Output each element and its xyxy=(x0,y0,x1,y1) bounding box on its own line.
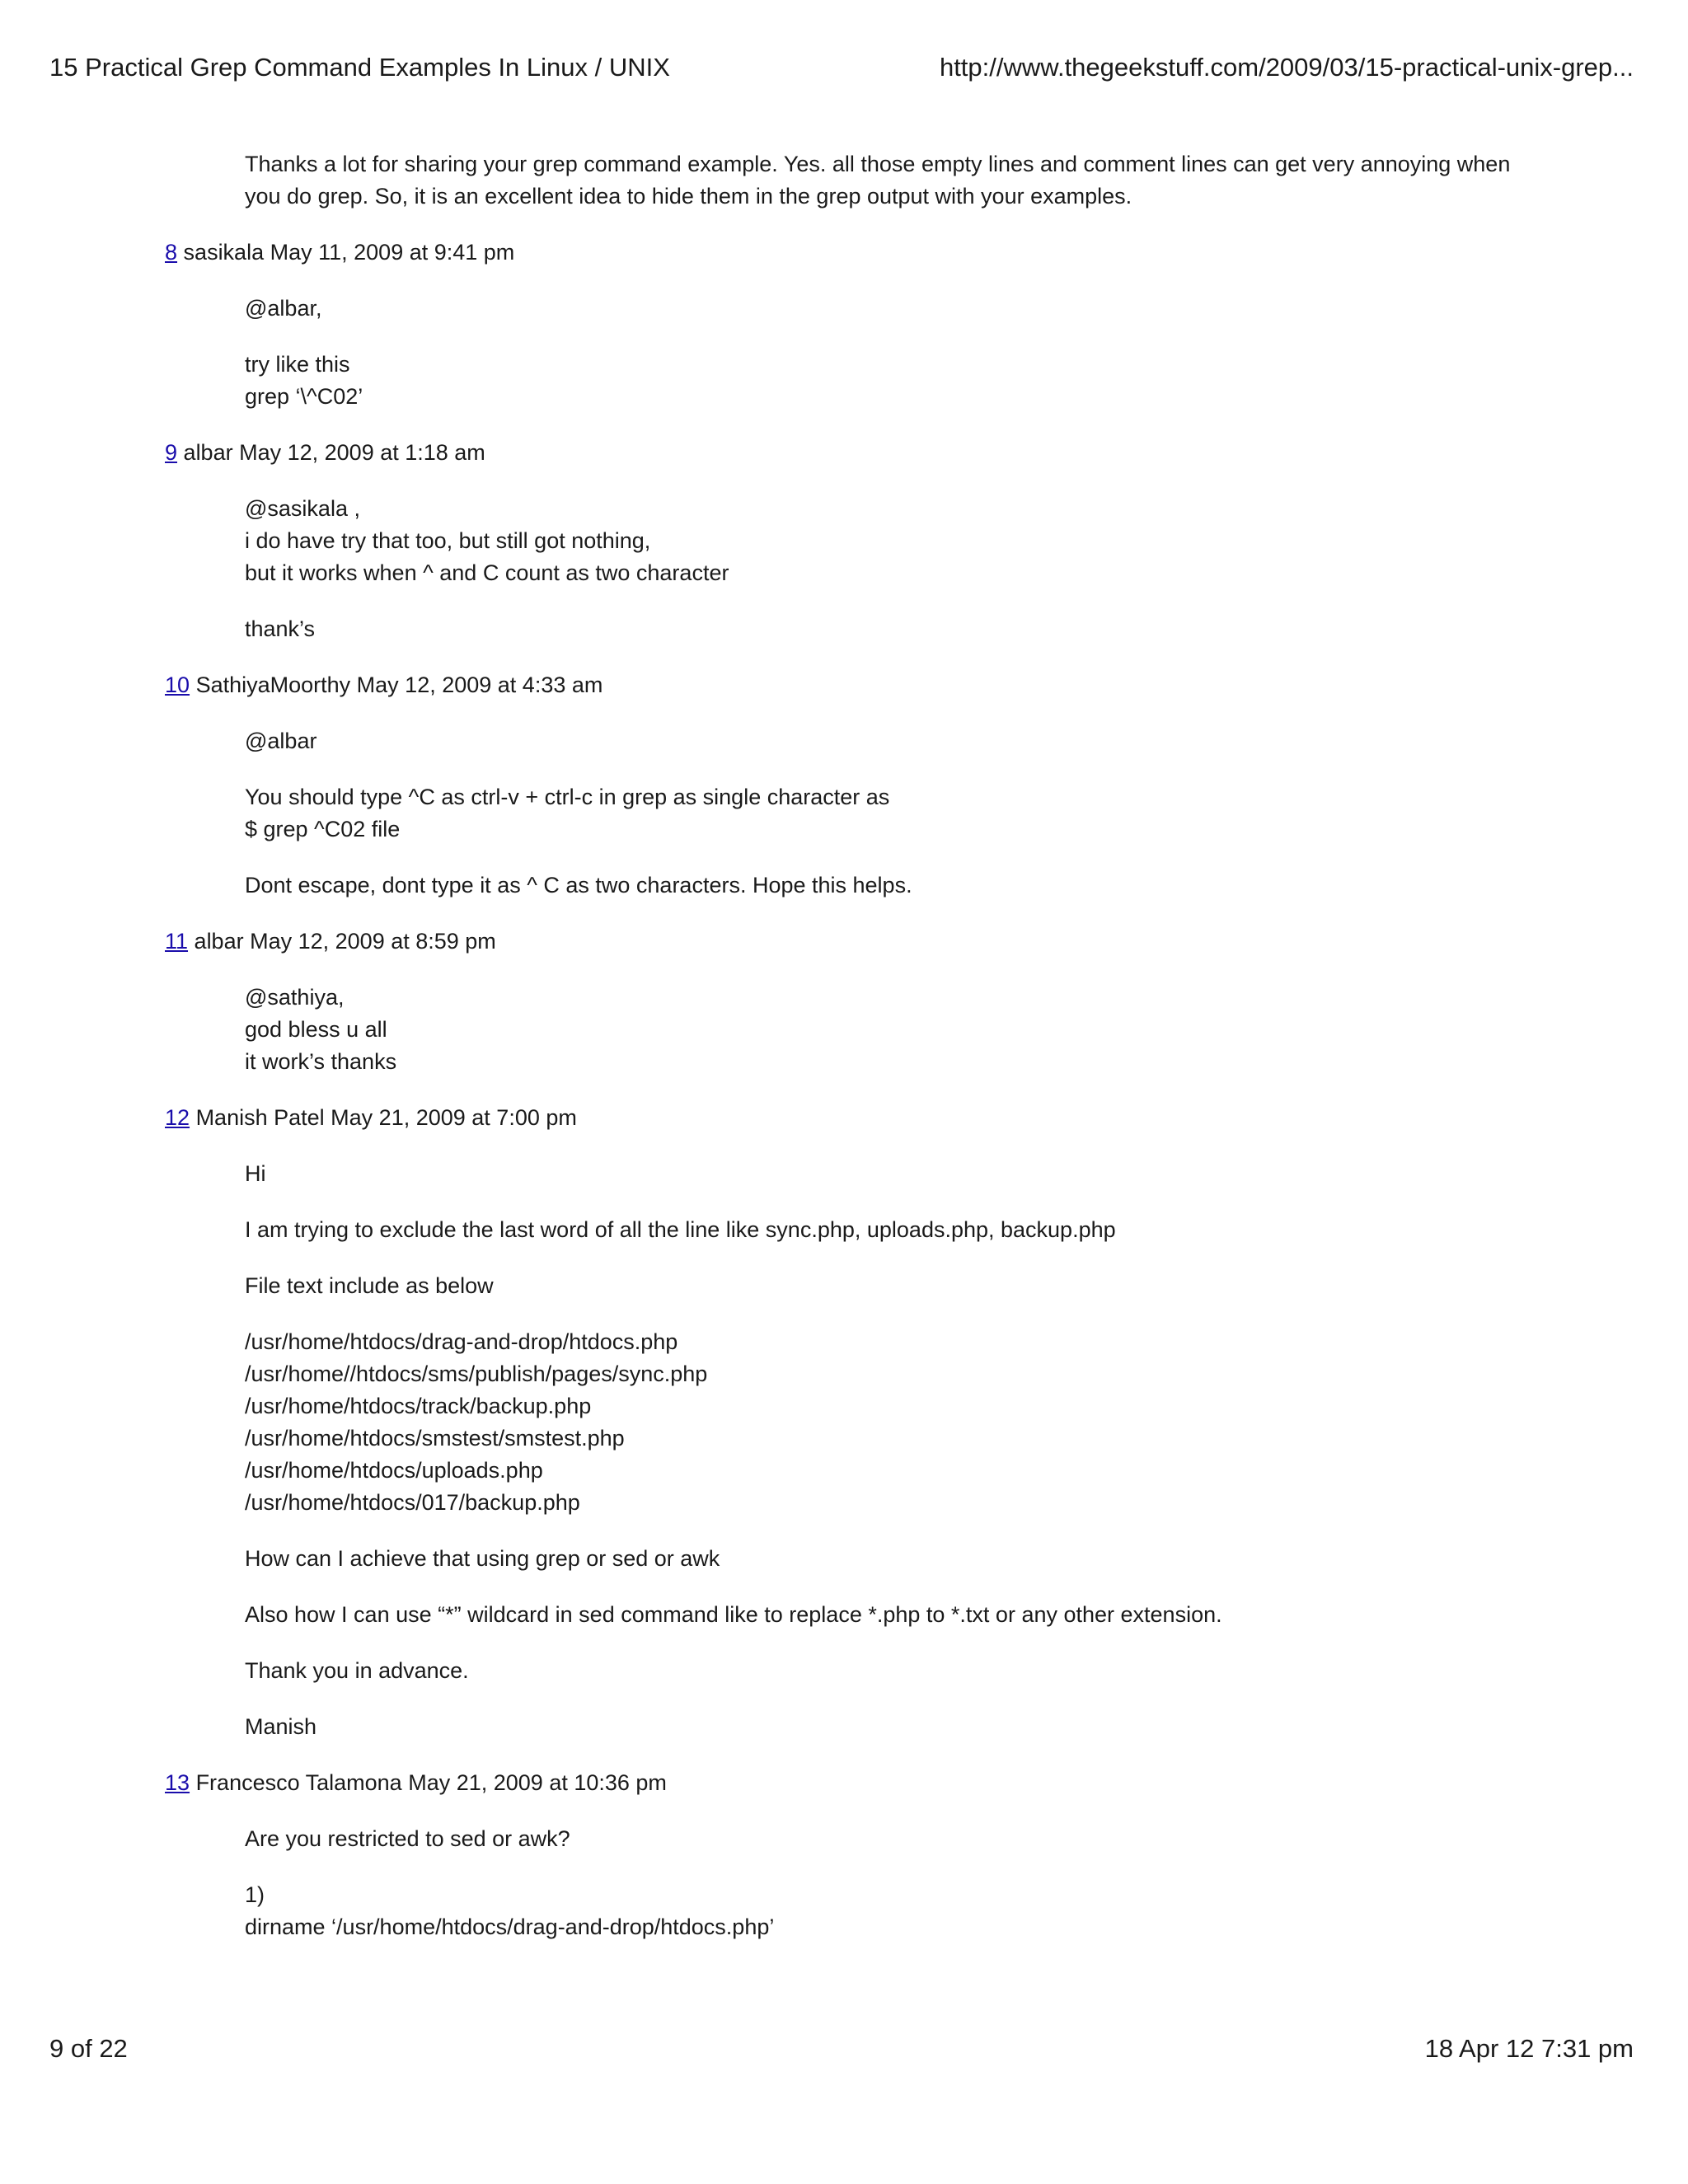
comment-paragraph xyxy=(245,1655,1632,1687)
comment-header xyxy=(165,1102,1632,1134)
comment-header xyxy=(165,237,1632,269)
comment-line: Hi xyxy=(245,1161,266,1186)
comment-paragraph xyxy=(245,148,1632,213)
comment-body xyxy=(245,1823,1632,1943)
comment-paragraph xyxy=(245,869,1632,902)
comment-paragraph xyxy=(245,1543,1632,1575)
comment-line: /usr/home/htdocs/017/backup.php xyxy=(245,1490,580,1515)
comment-line: @albar xyxy=(245,729,317,753)
comment-line: @sasikala , xyxy=(245,496,360,521)
comment-date: May 12, 2009 at 4:33 am xyxy=(356,673,603,697)
comment-number-link[interactable]: 8 xyxy=(165,240,178,265)
comment-number-link[interactable]: 13 xyxy=(165,1770,190,1795)
comment-number-link[interactable]: 9 xyxy=(165,440,178,465)
comment-line: you do grep. So, it is an excellent idea to hide them in the grep output with your examples. xyxy=(245,184,1132,209)
comment-line: /usr/home/htdocs/drag-and-drop/htdocs.php xyxy=(245,1329,678,1354)
comment-paragraph xyxy=(245,1270,1632,1302)
comment-line: I am trying to exclude the last word of all the line like sync.php, uploads.php, backup.php xyxy=(245,1217,1116,1242)
print-timestamp: 18 Apr 12 7:31 pm xyxy=(1424,2034,1634,2063)
comment-line: $ grep ^C02 file xyxy=(245,817,401,841)
comment-paragraph xyxy=(245,493,1632,589)
comment-item xyxy=(165,926,1632,1078)
comment-number-link[interactable]: 10 xyxy=(165,673,190,697)
comment-date: May 21, 2009 at 7:00 pm xyxy=(331,1105,577,1130)
comment-paragraph xyxy=(245,1326,1632,1519)
comment-author: Manish Patel xyxy=(195,1105,325,1130)
comment-line: @sathiya, xyxy=(245,985,345,1010)
comment-line: Are you restricted to sed or awk? xyxy=(245,1826,570,1851)
comment-body xyxy=(245,725,1632,902)
comment-author: albar xyxy=(194,929,244,954)
comment-line: Dont escape, dont type it as ^ C as two characters. Hope this helps. xyxy=(245,873,912,898)
comment-line: File text include as below xyxy=(245,1273,494,1298)
comment-line: /usr/home/htdocs/smstest/smstest.php xyxy=(245,1426,625,1451)
comment-paragraph xyxy=(245,1879,1632,1943)
comment-line: grep ‘\^C02’ xyxy=(245,384,363,409)
comment-paragraph xyxy=(245,1158,1632,1190)
comment-line: i do have try that too, but still got nothing, xyxy=(245,528,651,553)
comment-paragraph xyxy=(245,293,1632,325)
comment-line: god bless u all xyxy=(245,1017,387,1042)
comment-paragraph xyxy=(245,1711,1632,1743)
comment-line: it work’s thanks xyxy=(245,1049,397,1074)
comment-paragraph xyxy=(245,1214,1632,1246)
comment-date: May 11, 2009 at 9:41 pm xyxy=(270,240,515,265)
comment-paragraph xyxy=(245,982,1632,1078)
comment-line: /usr/home//htdocs/sms/publish/pages/sync.php xyxy=(245,1361,708,1386)
comment-date: May 12, 2009 at 1:18 am xyxy=(239,440,485,465)
comment-paragraph xyxy=(245,781,1632,846)
comments-list xyxy=(165,148,1632,1967)
comment-line: dirname ‘/usr/home/htdocs/drag-and-drop/htdocs.php’ xyxy=(245,1915,775,1939)
comment-date: May 21, 2009 at 10:36 pm xyxy=(408,1770,667,1795)
comment-author: SathiyaMoorthy xyxy=(195,673,351,697)
comment-body xyxy=(245,293,1632,413)
comment-body xyxy=(245,148,1632,213)
comment-line: How can I achieve that using grep or sed or awk xyxy=(245,1546,720,1571)
comment-author: Francesco Talamona xyxy=(195,1770,402,1795)
comment-line: Thanks a lot for sharing your grep command example. Yes. all those empty lines and comment lines can get very annoying when xyxy=(245,152,1511,176)
page-number: 9 of 22 xyxy=(49,2034,128,2063)
comment-body xyxy=(245,1158,1632,1743)
comment-paragraph xyxy=(245,1823,1632,1855)
comment-number-link[interactable]: 12 xyxy=(165,1105,190,1130)
comment-body xyxy=(245,982,1632,1078)
comment-line: 1) xyxy=(245,1882,265,1907)
comment-line: You should type ^C as ctrl-v + ctrl-c in grep as single character as xyxy=(245,785,890,809)
comment-author: albar xyxy=(183,440,233,465)
comment-author: sasikala xyxy=(183,240,265,265)
comment-header xyxy=(165,669,1632,701)
comment-paragraph xyxy=(245,1599,1632,1631)
comment-header xyxy=(165,926,1632,958)
comment-item xyxy=(165,1767,1632,1943)
comment-number-link[interactable]: 11 xyxy=(165,929,189,954)
comment-date: May 12, 2009 at 8:59 pm xyxy=(250,929,496,954)
comment-item xyxy=(165,437,1632,645)
comment-body xyxy=(245,493,1632,645)
comment-line: Manish xyxy=(245,1714,317,1739)
comment-header xyxy=(165,437,1632,469)
comment-line: but it works when ^ and C count as two character xyxy=(245,560,729,585)
comment-paragraph xyxy=(245,349,1632,413)
comment-paragraph xyxy=(245,613,1632,645)
comment-line: Also how I can use “*” wildcard in sed command like to replace *.php to *.txt or any other extension. xyxy=(245,1602,1222,1627)
comment-line: thank’s xyxy=(245,616,316,641)
comment-item xyxy=(165,237,1632,413)
page-url: http://www.thegeekstuff.com/2009/03/15-practical-unix-grep... xyxy=(939,53,1634,82)
comment-paragraph xyxy=(245,725,1632,757)
comment-line: /usr/home/htdocs/track/backup.php xyxy=(245,1394,592,1418)
comment-line: Thank you in advance. xyxy=(245,1658,469,1683)
comment-header xyxy=(165,1767,1632,1799)
page-title: 15 Practical Grep Command Examples In Linux / UNIX xyxy=(49,53,670,82)
comment-line: @albar, xyxy=(245,296,322,321)
comment-item xyxy=(165,1102,1632,1743)
comment-line: /usr/home/htdocs/uploads.php xyxy=(245,1458,543,1483)
comment-line: try like this xyxy=(245,352,350,377)
comment-item xyxy=(165,669,1632,902)
